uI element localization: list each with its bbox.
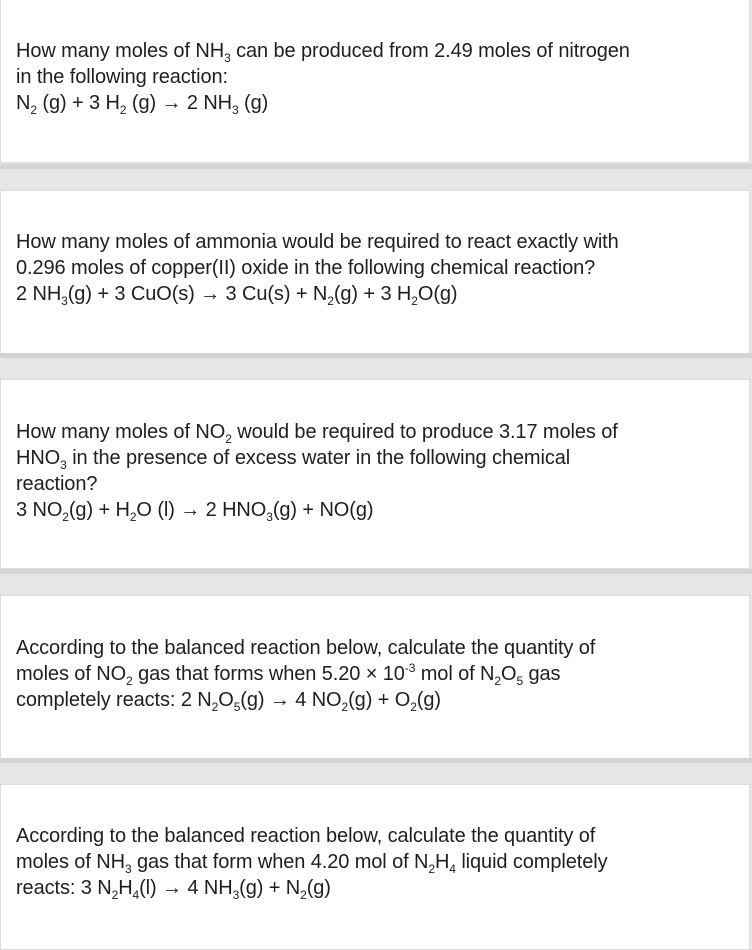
question-4-line-2: moles of $NO_2$ gas that forms when $5.20 \times 10^{-3}$ mol of $N_2O_5$ gas	[16, 661, 561, 688]
question-5-text	[16, 823, 607, 901]
question-5-line-1: According to the balanced reaction below, calculate the quantity of	[16, 825, 596, 847]
question-2-equation: 2 $NH_3(g) + 3$ CuO(s) → 3 $Cu(s) + N_2(g) + 3$ $H_2O(g)$	[16, 283, 458, 308]
question-4-line-3: completely reacts: 2 $N_2O_5(g) \to 4$ $NO_2(g) + O_2(g)$	[16, 689, 441, 714]
question-1-line-2: in the following reaction:	[16, 66, 228, 88]
question-2-line-2: 0.296 moles of copper(II) oxide in the following chemical reaction?	[16, 257, 596, 279]
question-1-line-1: How many moles of $NH_3$ can be produced from 2.49 moles of nitrogen	[16, 40, 630, 65]
card-separator	[0, 164, 752, 169]
question-4-line-1: According to the balanced reaction below, calculate the quantity of	[16, 637, 596, 659]
question-3-line-1: How many moles of $NO_2$ would be required to produce 3.17 moles of	[16, 421, 618, 446]
question-3-text	[16, 419, 618, 523]
question-2-text	[16, 229, 619, 307]
card-separator	[0, 758, 752, 763]
card-separator	[0, 569, 752, 574]
question-4-text	[16, 635, 595, 713]
question-1-text	[16, 38, 630, 116]
question-3-line-3: reaction?	[16, 473, 98, 495]
question-3-equation: 3 $NO_2(g) + H_2O$ (l) → 2 $HNO_3(g) + NO(g)$	[16, 499, 374, 524]
question-1-equation: $N_2$ (g) + 3 $H_2$ (g) → 2 $NH_3$ (g)	[16, 92, 269, 117]
card-separator	[0, 353, 752, 358]
question-3-line-2: $HNO_3$ in the presence of excess water in the following chemical	[16, 447, 571, 472]
question-5-line-3: reacts: 3 $N_2H_4(l) \to 4$ $NH_3(g) + N_2(g)$	[16, 877, 331, 902]
question-2-line-1: How many moles of ammonia would be required to react exactly with	[16, 231, 619, 253]
question-5-line-2: moles of $NH_3$ gas that form when 4.20 mol of $N_2H_4$ liquid completely	[16, 851, 608, 876]
